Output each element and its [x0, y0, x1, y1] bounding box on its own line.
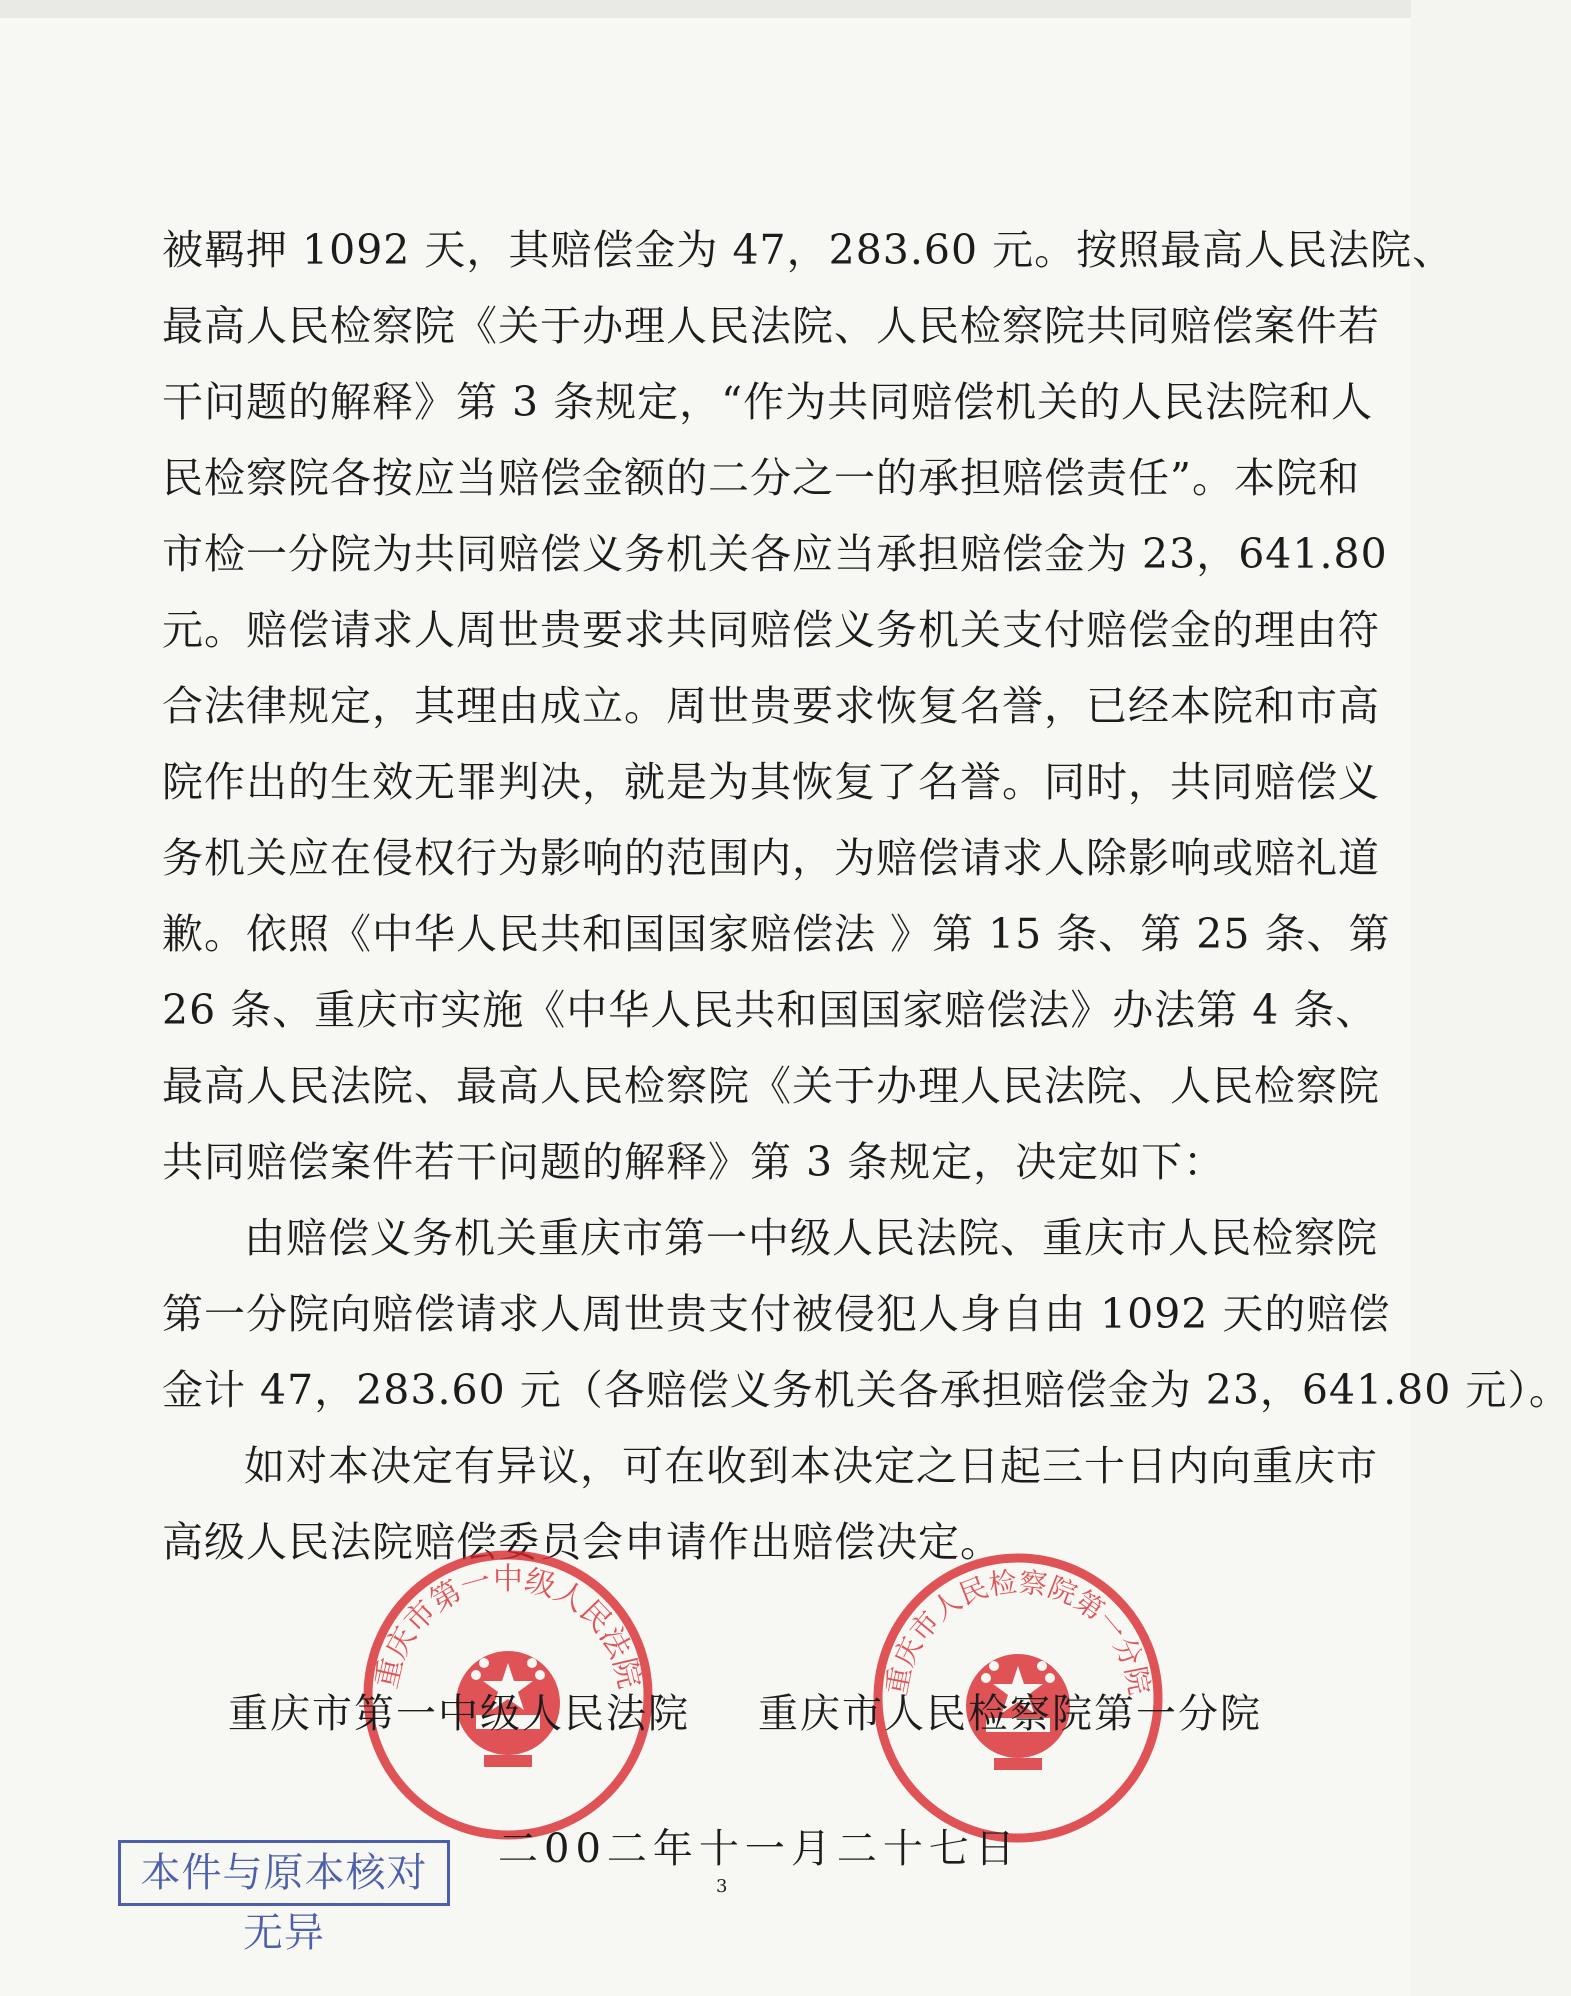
body-text [162, 212, 1571, 1580]
text-line: 如对本决定有异议，可在收到本决定之日起三十日内向重庆市 [244, 1442, 1378, 1490]
text-line: 最高人民法院、最高人民检察院《关于办理人民法院、人民检察院 [162, 1062, 1380, 1110]
signatory-procuratorate: 重庆市人民检察院第一分院 [758, 1691, 1262, 1737]
text-line: 被羁押 1092 天，其赔偿金为 47，283.60 元。按照最高人民法院、 [162, 226, 1455, 274]
text-line: 市检一分院为共同赔偿义务机关各应当承担赔偿金为 23，641.80 [162, 530, 1388, 578]
text-line: 干问题的解释》第 3 条规定，“作为共同赔偿机关的人民法院和人 [162, 378, 1374, 426]
text-line: 金计 47，283.60 元（各赔偿义务机关各承担赔偿金为 23，641.80 元）。 [162, 1366, 1571, 1414]
scan-edge [0, 0, 1411, 18]
text-line: 26 条、重庆市实施《中华人民共和国国家赔偿法》办法第 4 条、 [162, 986, 1378, 1034]
text-line: 务机关应在侵权行为影响的范围内，为赔偿请求人除影响或赔礼道 [162, 834, 1380, 882]
text-line: 院作出的生效无罪判决，就是为其恢复了名誉。同时，共同赔偿义 [162, 758, 1380, 806]
text-line: 共同赔偿案件若干问题的解释》第 3 条规定，决定如下： [162, 1138, 1226, 1186]
signatory-court: 重庆市第一中级人民法院 [228, 1691, 690, 1737]
court-seal-text: 重庆市第一中级人民法院 [369, 1562, 647, 1692]
verification-stamp: 本件与原本核对无异 [118, 1840, 450, 1906]
text-line: 歉。依照《中华人民共和国国家赔偿法 》第 15 条、第 25 条、第 [162, 910, 1391, 958]
text-line: 第一分院向赔偿请求人周世贵支付被侵犯人身自由 1092 天的赔偿 [162, 1290, 1391, 1338]
text-line: 民检察院各按应当赔偿金额的二分之一的承担赔偿责任”。本院和 [162, 454, 1360, 502]
text-line: 元。赔偿请求人周世贵要求共同赔偿义务机关支付赔偿金的理由符 [162, 606, 1380, 654]
text-line: 由赔偿义务机关重庆市第一中级人民法院、重庆市人民检察院 [244, 1214, 1378, 1262]
text-line: 高级人民法院赔偿委员会申请作出赔偿决定。 [162, 1518, 1002, 1566]
page-number: 3 [716, 1876, 728, 1897]
text-line: 最高人民检察院《关于办理人民法院、人民检察院共同赔偿案件若 [162, 302, 1380, 350]
procuratorate-seal-text: 重庆市人民检察院第一分院 [879, 1565, 1157, 1698]
text-line: 合法律规定，其理由成立。周世贵要求恢复名誉，已经本院和市高 [162, 682, 1380, 730]
document-date: 二00二年十一月二十七日 [498, 1826, 1021, 1872]
